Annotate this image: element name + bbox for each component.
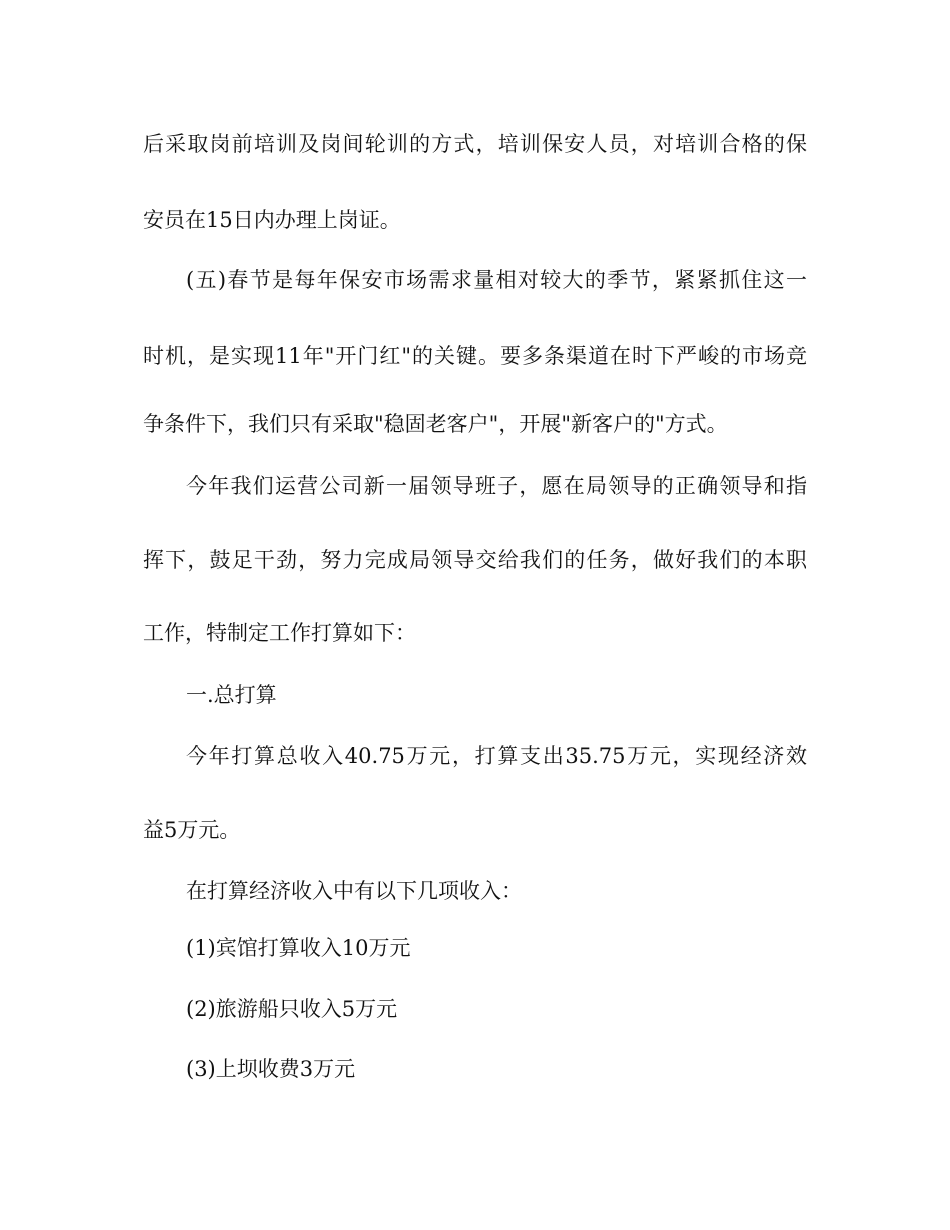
paragraph-line: 后采取岗前培训及岗间轮训的方式，培训保安人员，对培训合格的保 bbox=[143, 132, 807, 156]
paragraph-line: 在打算经济收入中有以下几项收入： bbox=[186, 879, 522, 903]
paragraph-line: 工作，特制定工作打算如下： bbox=[143, 621, 416, 645]
paragraph-line: (五)春节是每年保安市场需求量相对较大的季节，紧紧抓住这一 bbox=[186, 268, 807, 292]
list-item: (3)上坝收费3万元 bbox=[186, 1057, 356, 1081]
list-item: (1)宾馆打算收入10万元 bbox=[186, 936, 411, 960]
paragraph-line: 益5万元。 bbox=[143, 818, 241, 842]
paragraph-line: 挥下，鼓足干劲，努力完成局领导交给我们的任务，做好我们的本职 bbox=[143, 548, 807, 572]
paragraph-line: 时机，是实现11年"开门红"的关键。要多条渠道在时下严峻的市场竞 bbox=[143, 344, 807, 368]
paragraph-line: 今年打算总收入40.75万元，打算支出35.75万元，实现经济效 bbox=[186, 744, 807, 768]
paragraph-line: 今年我们运营公司新一届领导班子，愿在局领导的正确领导和指 bbox=[186, 474, 807, 498]
paragraph-line: 安员在15日内办理上岗证。 bbox=[143, 208, 401, 232]
paragraph-line: 争条件下，我们只有采取"稳固老客户"，开展"新客户的"方式。 bbox=[143, 412, 728, 436]
section-heading: 一.总打算 bbox=[186, 683, 277, 707]
list-item: (2)旅游船只收入5万元 bbox=[186, 997, 398, 1021]
